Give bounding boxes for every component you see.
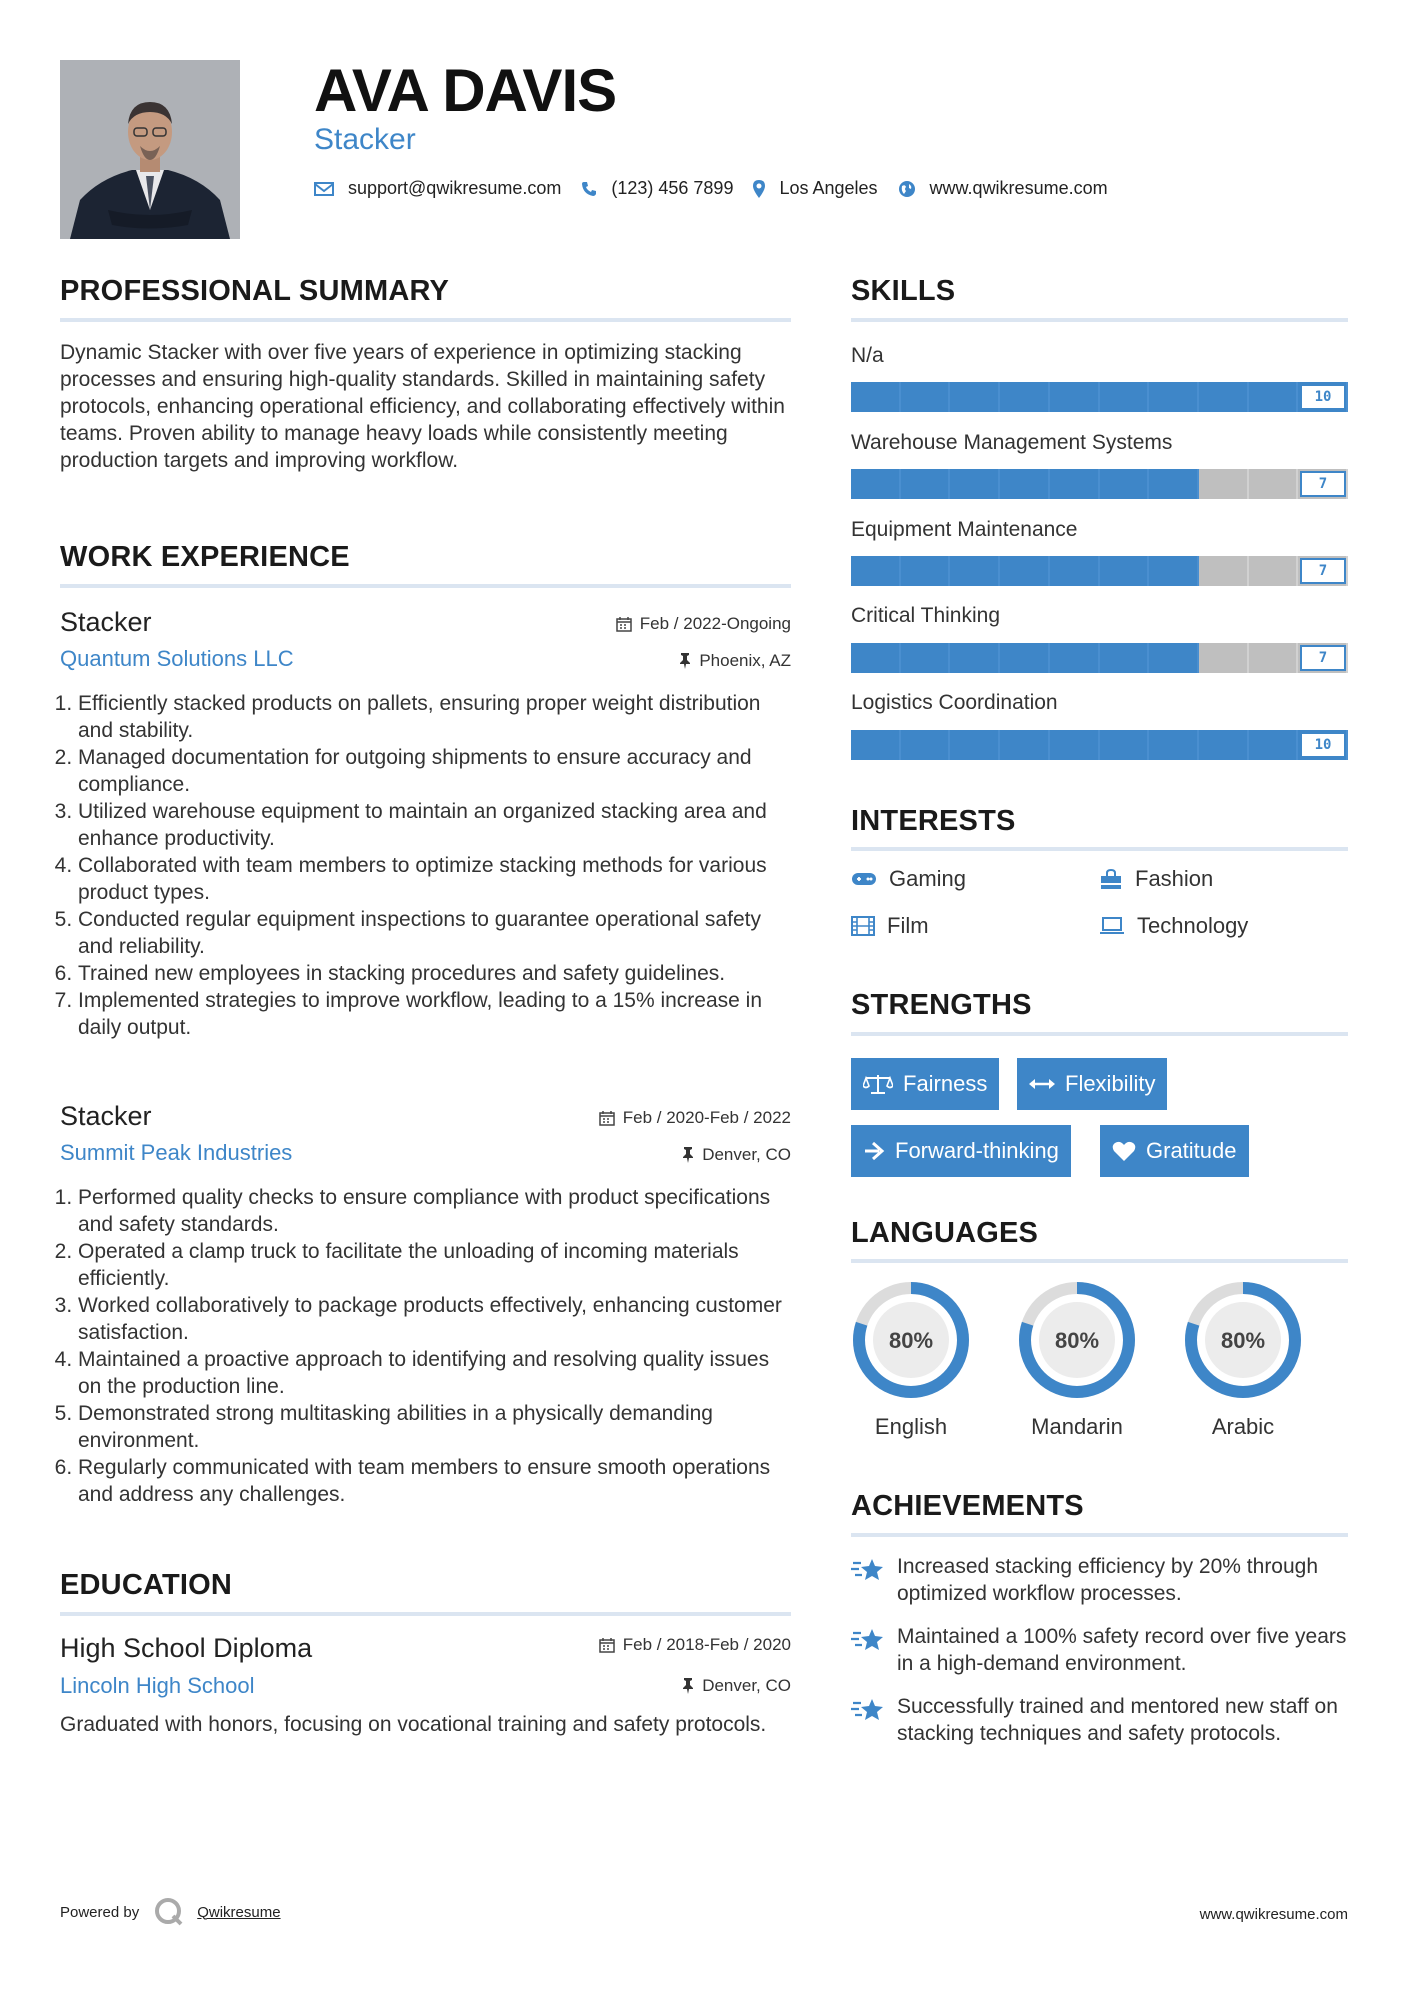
skill-bar-segment xyxy=(1050,382,1100,412)
language-name: Mandarin xyxy=(1031,1414,1123,1439)
skill-bar xyxy=(851,469,1348,499)
website-text: www.qwikresume.com xyxy=(929,178,1108,198)
achievement-item xyxy=(851,1623,1348,1677)
skill-bar-segment xyxy=(950,382,1000,412)
achievements-heading: ACHIEVEMENTS xyxy=(851,1490,1084,1522)
interest-label: Gaming xyxy=(889,866,967,891)
contact-website[interactable] xyxy=(898,178,1108,199)
skill-bar-segment xyxy=(901,469,951,499)
achievement-item xyxy=(851,1693,1348,1747)
job-1-company: Quantum Solutions LLC xyxy=(60,646,294,671)
powered-by-label: Powered by xyxy=(60,1903,140,1921)
skill-bar-segment xyxy=(1249,469,1299,499)
job-2-title: Stacker xyxy=(60,1101,152,1131)
skill-bar-segment xyxy=(1199,556,1249,586)
skill-bar-segment xyxy=(950,556,1000,586)
summary-divider xyxy=(60,318,791,322)
job-1-date xyxy=(471,614,791,634)
phone-text: (123) 456 7899 xyxy=(611,178,734,198)
interests-divider xyxy=(851,847,1348,851)
job-1-title: Stacker xyxy=(60,607,152,637)
interest-item xyxy=(1099,913,1248,939)
education-description: Graduated with honors, focusing on vocational training and safety protocols. xyxy=(60,1713,767,1736)
arrow-right-icon xyxy=(863,1141,885,1161)
skill-bar-segment xyxy=(1249,643,1299,673)
skill-bar-segment xyxy=(1149,469,1199,499)
skill-bar xyxy=(851,382,1348,412)
shooting-star-icon xyxy=(851,1695,885,1723)
skill-name: N/a xyxy=(851,344,884,367)
skill-bar-segment xyxy=(950,643,1000,673)
work-heading: WORK EXPERIENCE xyxy=(60,541,350,573)
job-2-bullet: 2. Operated a clamp truck to facilitate the unloading of incoming materials efficiently. xyxy=(78,1238,795,1292)
skill-bar xyxy=(851,643,1348,673)
map-marker-icon xyxy=(753,180,765,198)
skill-name: Logistics Coordination xyxy=(851,691,1058,714)
skill-bar-segment xyxy=(1100,643,1150,673)
job-2-bullet: 1. Performed quality checks to ensure compliance with product specifications and safety standards. xyxy=(78,1184,795,1238)
phone-icon xyxy=(581,181,597,197)
interest-item xyxy=(851,913,929,939)
location-text: Los Angeles xyxy=(779,178,878,198)
contact-email[interactable] xyxy=(314,178,561,199)
qwikresume-logo-icon xyxy=(153,1896,185,1928)
contact-bar xyxy=(314,178,1128,199)
job-1-location xyxy=(471,651,791,671)
job-2-date xyxy=(471,1108,791,1128)
skill-bar-segment xyxy=(950,469,1000,499)
calendar-icon xyxy=(599,1637,615,1653)
strength-label: Forward-thinking xyxy=(895,1138,1059,1163)
email-text: support@qwikresume.com xyxy=(348,178,562,198)
skill-bar-segment xyxy=(1249,556,1299,586)
job-1-bullets xyxy=(60,690,795,1041)
interest-item xyxy=(1099,866,1213,892)
skill-bar-segment xyxy=(851,469,901,499)
job-2-bullet: 4. Maintained a proactive approach to identifying and resolving quality issues on the production line. xyxy=(78,1346,795,1400)
job-1-bullet: 3. Utilized warehouse equipment to maintain an organized stacking area and enhance productivity. xyxy=(78,798,795,852)
job-2-bullet: 3. Worked collaboratively to package products effectively, enhancing customer satisfaction. xyxy=(78,1292,795,1346)
strength-label: Gratitude xyxy=(1146,1138,1237,1163)
skill-value-badge: 10 xyxy=(1300,732,1346,758)
skill-value-badge: 7 xyxy=(1300,558,1346,584)
job-1-bullet: 7. Implemented strategies to improve workflow, leading to a 15% increase in daily output. xyxy=(78,987,795,1041)
skill-bar-segment xyxy=(1100,382,1150,412)
skill-bar-segment xyxy=(851,730,901,760)
footer-powered-by xyxy=(60,1896,281,1928)
shooting-star-icon xyxy=(851,1555,885,1583)
achievement-text: Increased stacking efficiency by 20% through optimized workflow processes. xyxy=(897,1555,1319,1605)
job-1-bullet: 4. Collaborated with team members to optimize stacking methods for various product types. xyxy=(78,852,795,906)
film-icon xyxy=(851,916,875,936)
strength-tag xyxy=(1100,1125,1249,1177)
strength-label: Flexibility xyxy=(1065,1071,1156,1096)
language-ring xyxy=(1181,1278,1305,1407)
education-location xyxy=(471,1676,791,1696)
job-1-bullet: 5. Conducted regular equipment inspections to guarantee operational safety and reliability. xyxy=(78,906,795,960)
skill-bar-segment xyxy=(851,382,901,412)
skill-bar-segment xyxy=(1149,556,1199,586)
job-2-bullet: 5. Demonstrated strong multitasking abilities in a physically demanding environment. xyxy=(78,1400,795,1454)
laptop-icon xyxy=(1099,917,1125,935)
interests-heading: INTERESTS xyxy=(851,805,1016,837)
calendar-icon xyxy=(616,616,632,632)
skill-bar-segment xyxy=(1199,643,1249,673)
skill-bar-segment xyxy=(901,382,951,412)
job-2-location xyxy=(471,1145,791,1165)
strength-tag xyxy=(851,1058,999,1110)
skill-bar-segment xyxy=(1149,382,1199,412)
skill-bar xyxy=(851,730,1348,760)
footer-brand-link[interactable]: Qwikresume xyxy=(197,1903,281,1921)
skill-bar-segment xyxy=(1000,382,1050,412)
skill-bar-segment xyxy=(1149,643,1199,673)
languages-divider xyxy=(851,1259,1348,1263)
job-1-bullet: 6. Trained new employees in stacking procedures and safety guidelines. xyxy=(78,960,795,987)
strengths-divider xyxy=(851,1032,1348,1036)
skill-bar-segment xyxy=(1249,382,1299,412)
skill-bar-segment xyxy=(901,643,951,673)
work-divider xyxy=(60,584,791,588)
skill-bar-segment xyxy=(1149,730,1199,760)
balance-scale-icon xyxy=(863,1073,893,1095)
contact-phone[interactable] xyxy=(581,178,733,199)
skill-bar-segment xyxy=(1100,730,1150,760)
shopping-bag-icon xyxy=(1099,868,1123,890)
job-2-location-text: Denver, CO xyxy=(702,1145,791,1164)
education-degree: High School Diploma xyxy=(60,1633,313,1663)
skill-value-badge: 7 xyxy=(1300,645,1346,671)
education-date xyxy=(471,1635,791,1655)
achievement-text: Maintained a 100% safety record over five years in a high-demand environment. xyxy=(897,1625,1347,1675)
job-2-company: Summit Peak Industries xyxy=(60,1140,293,1165)
education-school: Lincoln High School xyxy=(60,1673,255,1698)
interest-item xyxy=(851,866,966,892)
skills-divider xyxy=(851,318,1348,322)
skill-name: Warehouse Management Systems xyxy=(851,431,1173,454)
education-date-text: Feb / 2018-Feb / 2020 xyxy=(622,1635,791,1654)
skill-bar-segment xyxy=(851,556,901,586)
job-1-location-text: Phoenix, AZ xyxy=(699,651,791,670)
skill-bar xyxy=(851,556,1348,586)
achievements-divider xyxy=(851,1533,1348,1537)
skill-bar-segment xyxy=(1050,556,1100,586)
skill-bar-segment xyxy=(1199,469,1249,499)
interest-label: Fashion xyxy=(1135,866,1214,891)
skill-bar-segment xyxy=(901,730,951,760)
skill-bar-segment xyxy=(1199,382,1249,412)
globe-icon xyxy=(898,180,916,198)
calendar-icon xyxy=(599,1110,615,1126)
strengths-heading: STRENGTHS xyxy=(851,989,1032,1021)
pin-icon xyxy=(679,653,691,669)
skill-bar-segment xyxy=(1000,643,1050,673)
arrows-horizontal-icon xyxy=(1029,1077,1055,1091)
skill-bar-segment xyxy=(1000,469,1050,499)
interest-label: Technology xyxy=(1137,913,1249,938)
profile-photo xyxy=(60,60,240,239)
summary-text: Dynamic Stacker with over five years of experience in optimizing stacking processes and ensuring high-quality standards. Skilled in maintaining safety protocols, enhancing operational efficiency, and collaborating effectively within teams. Proven ability to manage heavy loads while consistently meeting production targets and improving workflow. xyxy=(60,341,785,472)
skill-bar-segment xyxy=(1000,556,1050,586)
envelope-icon xyxy=(314,181,334,197)
skill-bar-segment xyxy=(1050,643,1100,673)
strength-tag xyxy=(1017,1058,1167,1110)
skill-bar-segment xyxy=(950,730,1000,760)
skill-bar-segment xyxy=(1000,730,1050,760)
skills-heading: SKILLS xyxy=(851,275,956,307)
education-divider xyxy=(60,1612,791,1616)
skill-bar-segment xyxy=(1100,469,1150,499)
job-1-bullet: 1. Efficiently stacked products on pallets, ensuring proper weight distribution and stability. xyxy=(78,690,795,744)
language-ring xyxy=(849,1278,973,1407)
skill-bar-segment xyxy=(1050,469,1100,499)
strength-tag xyxy=(851,1125,1071,1177)
language-percent: 80% xyxy=(1054,1328,1100,1353)
skill-bar-segment xyxy=(1199,730,1249,760)
candidate-title: Stacker xyxy=(314,123,416,156)
achievement-item xyxy=(851,1553,1348,1607)
skill-name: Equipment Maintenance xyxy=(851,518,1078,541)
skill-value-badge: 7 xyxy=(1300,471,1346,497)
languages-heading: LANGUAGES xyxy=(851,1217,1039,1249)
gamepad-icon xyxy=(851,871,877,887)
job-2-bullets xyxy=(60,1184,795,1508)
footer-website[interactable]: www.qwikresume.com xyxy=(1199,1906,1348,1923)
contact-location xyxy=(753,178,877,199)
job-2-date-text: Feb / 2020-Feb / 2022 xyxy=(622,1108,791,1127)
pin-icon xyxy=(682,1678,694,1694)
achievement-text: Successfully trained and mentored new staff on stacking techniques and safety protocols. xyxy=(897,1695,1338,1745)
job-1-bullet: 2. Managed documentation for outgoing shipments to ensure accuracy and compliance. xyxy=(78,744,795,798)
strength-label: Fairness xyxy=(903,1071,988,1096)
pin-icon xyxy=(682,1147,694,1163)
job-2-bullet: 6. Regularly communicated with team members to ensure smooth operations and address any challenges. xyxy=(78,1454,795,1508)
skill-bar-segment xyxy=(1050,730,1100,760)
skill-name: Critical Thinking xyxy=(851,604,1000,627)
summary-heading: PROFESSIONAL SUMMARY xyxy=(60,275,450,307)
language-percent: 80% xyxy=(888,1328,934,1353)
language-ring xyxy=(1015,1278,1139,1407)
education-heading: EDUCATION xyxy=(60,1569,233,1601)
shooting-star-icon xyxy=(851,1625,885,1653)
job-1-date-text: Feb / 2022-Ongoing xyxy=(639,614,791,633)
candidate-name: AVA DAVIS xyxy=(314,57,617,124)
heart-icon xyxy=(1112,1140,1136,1162)
education-location-text: Denver, CO xyxy=(702,1676,791,1695)
skill-bar-segment xyxy=(1249,730,1299,760)
language-percent: 80% xyxy=(1220,1328,1266,1353)
skill-bar-segment xyxy=(851,643,901,673)
skill-bar-segment xyxy=(901,556,951,586)
language-name: Arabic xyxy=(1211,1414,1275,1439)
skill-bar-segment xyxy=(1100,556,1150,586)
language-name: English xyxy=(874,1414,948,1439)
skill-value-badge: 10 xyxy=(1300,384,1346,410)
interest-label: Film xyxy=(887,913,929,938)
